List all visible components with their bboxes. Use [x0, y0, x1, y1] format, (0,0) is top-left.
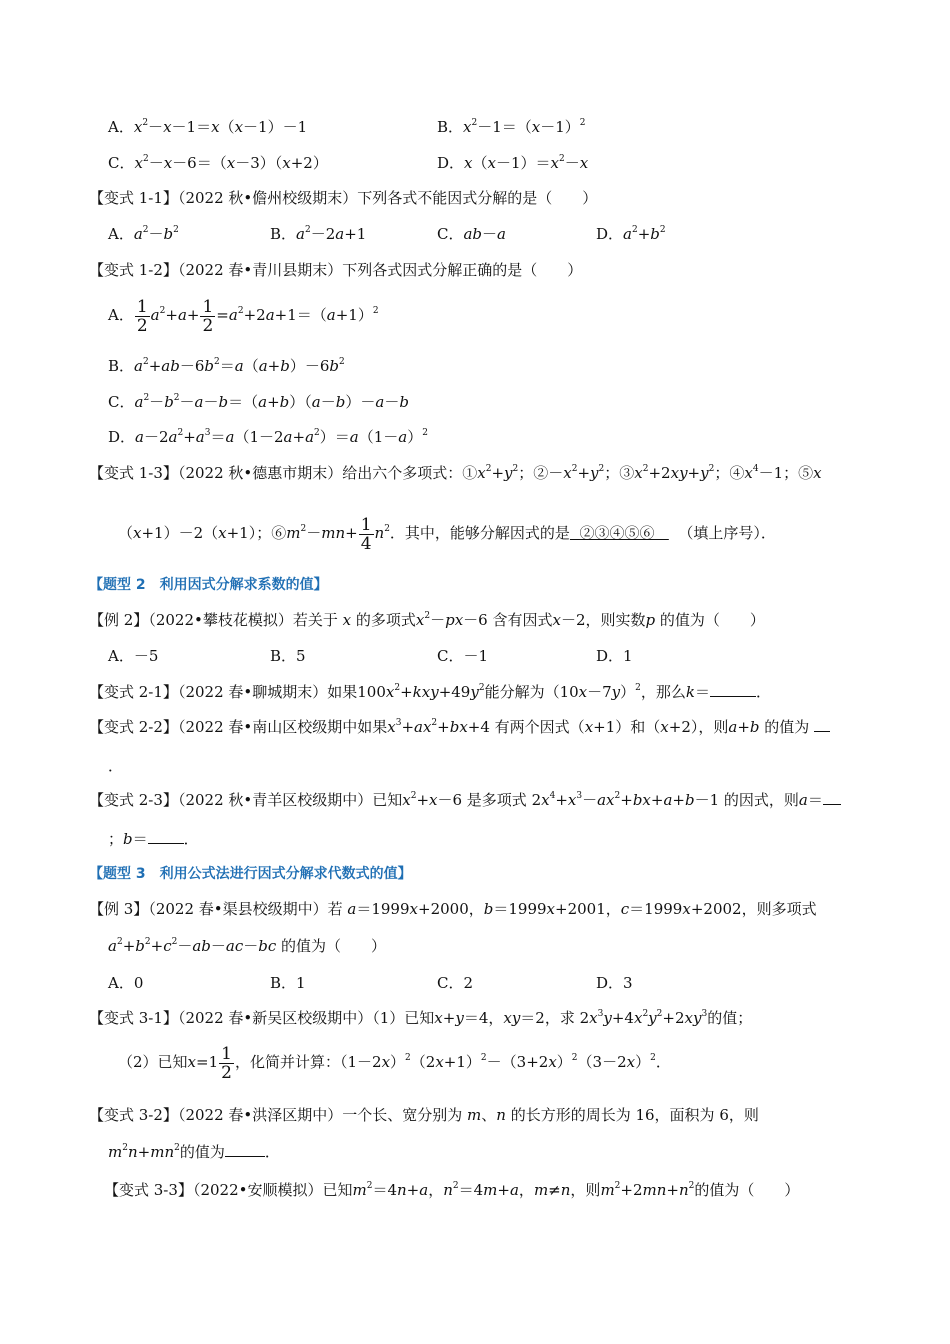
example-3-option-c: C．2 [437, 974, 474, 992]
q0-option-d: D．$x(x-1)=x^2-x$ [437, 154, 589, 172]
example-2-option-d: D．1 [596, 647, 633, 665]
example-2-stem: 【例 2】（2022•攀枝花模拟）若关于 x 的多项式$x^2-px-6$ 含有因式x－2，则实数p 的值为（ ） [89, 611, 765, 629]
variant-2-3-cont: ；b＝ ． [108, 830, 199, 848]
variant-3-3-stem: 【变式 3-3】（2022•安顺模拟）已知$m^2=4n+a$，$n^2=4m+a$，m≠n，则$m^2+2mn+n^2$的值为（ ） [104, 1181, 800, 1199]
variant-3-2-stem: 【变式 3-2】（2022 春•洪泽区期中）一个长、宽分别为 m、n 的长方形的周长为 16，面积为 6，则 [89, 1106, 759, 1124]
variant-1-1-option-a: A．$a^2-b^2$ [108, 225, 179, 243]
variant-1-3-stem: 【变式 1-3】（2022 秋•德惠市期末）给出六个多项式：$①x^2+y^2$；$②-x^2+y^2$；$③x^2+2xy+y^2$；$④x^4-1$；⑤x [89, 464, 822, 482]
example-3-cont: $a^2+b^2+c^2-ab-ac-bc$ 的值为（ ） [108, 937, 387, 955]
variant-2-3-stem: 【变式 2-3】（2022 秋•青羊区校级期中）已知$x^2+x-6$ 是多项式 $2x^4+x^3-ax^2+bx+a+b-1$ 的因式，则a＝ [89, 790, 841, 810]
example-3-option-d: D．3 [596, 974, 633, 992]
q0-option-c: C．$x^2-x-6=(x-3)(x+2)$ [108, 154, 328, 172]
q0-option-a: A．$x^2-x-1=x(x-1)-1$ [108, 118, 308, 136]
variant-1-1-stem: 【变式 1-1】（2022 秋•儋州校级期末）下列各式不能因式分解的是（ ） [89, 189, 598, 207]
variant-1-1-option-d: D．$a^2+b^2$ [596, 225, 666, 243]
variant-2-2-period: ． [108, 757, 124, 775]
variant-1-2-option-a: A． $\frac{1}{2}$ $a^2+a+$ $\frac{1}{2}$ $=a^2+2a+1=(a+1)^2$ [108, 296, 379, 336]
variant-2-1-stem: 【变式 2-1】（2022 春•聊城期末）如果$100x^2+kxy+49y^2$能分解为$(10x-7y)^2$，那么k＝ ． [89, 683, 772, 701]
variant-1-2-option-d: D．$a-2a^2+a^3=a(1-2a+a^2)=a(1-a)^2$ [108, 428, 428, 446]
variant-3-1-part-2: （2）已知x=1 $\frac{1}{2}$ ，化简并计算：$(1-2x)^2(2x+1)^2-(3+2x)^2(3-2x)^2$． [118, 1043, 671, 1083]
example-2-option-b: B．5 [270, 647, 306, 665]
example-3-option-a: A．0 [108, 974, 144, 992]
example-3-stem: 【例 3】（2022 春•渠县校级期中）若 a＝1999x+2000，b＝1999x+2001，c＝1999x+2002，则多项式 [89, 900, 817, 918]
example-3-option-b: B．1 [270, 974, 306, 992]
variant-3-2-cont: $m^2n+mn^2$的值为 ． [108, 1143, 280, 1161]
variant-1-2-stem: 【变式 1-2】（2022 春•青川县期末）下列各式因式分解正确的是（ ） [89, 261, 583, 279]
variant-1-2-option-c: C．$a^2-b^2-a-b=(a+b)(a-b)-a-b$ [108, 393, 409, 411]
variant-2-2-stem: 【变式 2-2】（2022 春•南山区校级期中如果$x^3+ax^2+bx+4$ 有两个因式（x+1）和（x+2），则a+b 的值为 [89, 717, 830, 737]
section-3-title: 【题型 3 利用公式法进行因式分解求代数式的值】 [89, 866, 412, 882]
example-2-option-a: A．－5 [108, 647, 159, 665]
example-2-option-c: C．－1 [437, 647, 489, 665]
variant-1-3-cont: （x+1）－2（x+1）；$⑥m^2-mn+$ $\frac{1}{4}$ $n^2$．其中，能够分解因式的是 ②③④⑤⑥ （填上序号）． [118, 514, 776, 554]
variant-3-1-stem: 【变式 3-1】（2022 春•新吴区校级期中）（1）已知x+y＝4，xy＝2，求 $2x^3y+4x^2y^2+2xy^3$的值； [89, 1009, 753, 1027]
q0-option-b: B．$x^2-1=(x-1)^2$ [437, 118, 586, 136]
variant-1-2-option-b: B．$a^2+ab-6b^2=a(a+b)-6b^2$ [108, 357, 345, 375]
variant-1-1-option-b: B．$a^2-2a+1$ [270, 225, 367, 243]
section-2-title: 【题型 2 利用因式分解求系数的值】 [89, 577, 328, 593]
variant-1-1-option-c: C．ab－a [437, 225, 506, 243]
variant-1-3-answer: ②③④⑤⑥ [579, 524, 655, 542]
